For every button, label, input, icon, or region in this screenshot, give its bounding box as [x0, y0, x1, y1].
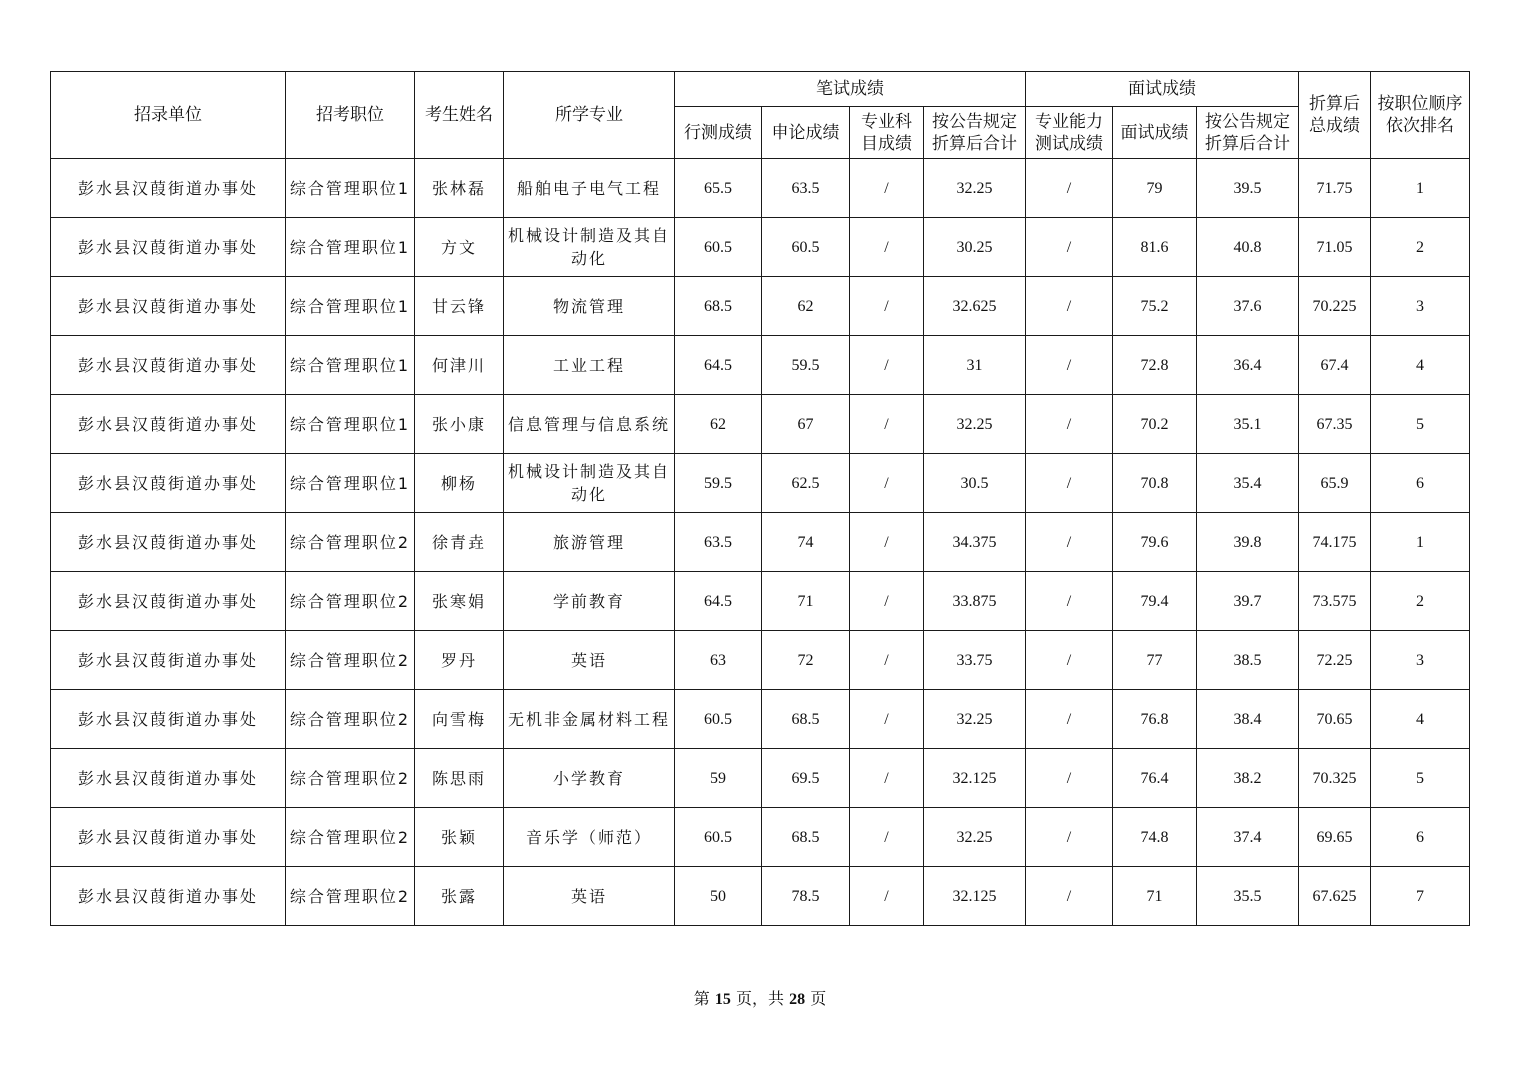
cell-shenlun: 62.5 — [762, 454, 850, 513]
cell-name: 方文 — [415, 218, 504, 277]
cell-total: 69.65 — [1299, 808, 1371, 867]
cell-subject: / — [850, 808, 924, 867]
table-row — [51, 690, 1470, 749]
cell-unit: 彭水县汉葭街道办事处 — [51, 218, 286, 277]
cell-ability: / — [1026, 159, 1113, 218]
cell-xingce: 65.5 — [675, 159, 762, 218]
cell-total: 70.65 — [1299, 690, 1371, 749]
cell-written-sum: 32.25 — [924, 395, 1026, 454]
header-total: 折算后总成绩 — [1299, 72, 1371, 159]
cell-shenlun: 60.5 — [762, 218, 850, 277]
cell-rank: 5 — [1371, 749, 1470, 808]
cell-ability: / — [1026, 218, 1113, 277]
table-row — [51, 749, 1470, 808]
cell-interview: 70.8 — [1113, 454, 1197, 513]
cell-total: 74.175 — [1299, 513, 1371, 572]
cell-major: 旅游管理 — [504, 513, 675, 572]
cell-rank: 2 — [1371, 218, 1470, 277]
cell-position: 综合管理职位1 — [286, 277, 415, 336]
cell-position: 综合管理职位2 — [286, 749, 415, 808]
footer-middle: 页，共 — [735, 989, 784, 1008]
cell-position: 综合管理职位1 — [286, 336, 415, 395]
cell-ability: / — [1026, 336, 1113, 395]
cell-xingce: 63 — [675, 631, 762, 690]
cell-major: 学前教育 — [504, 572, 675, 631]
cell-interview: 70.2 — [1113, 395, 1197, 454]
header-xingce: 行测成绩 — [675, 107, 762, 159]
cell-interview: 81.6 — [1113, 218, 1197, 277]
cell-xingce: 60.5 — [675, 218, 762, 277]
page-footer — [0, 986, 1520, 1009]
cell-interview: 72.8 — [1113, 336, 1197, 395]
cell-written-sum: 32.625 — [924, 277, 1026, 336]
cell-written-sum: 34.375 — [924, 513, 1026, 572]
cell-interview-sum: 39.5 — [1197, 159, 1299, 218]
cell-name: 张小康 — [415, 395, 504, 454]
cell-name: 何津川 — [415, 336, 504, 395]
cell-shenlun: 59.5 — [762, 336, 850, 395]
cell-unit: 彭水县汉葭街道办事处 — [51, 808, 286, 867]
cell-unit: 彭水县汉葭街道办事处 — [51, 336, 286, 395]
cell-interview: 77 — [1113, 631, 1197, 690]
cell-shenlun: 62 — [762, 277, 850, 336]
cell-written-sum: 32.25 — [924, 808, 1026, 867]
table-row — [51, 572, 1470, 631]
table-row — [51, 513, 1470, 572]
cell-major: 工业工程 — [504, 336, 675, 395]
cell-unit: 彭水县汉葭街道办事处 — [51, 454, 286, 513]
cell-name: 张露 — [415, 867, 504, 926]
cell-ability: / — [1026, 631, 1113, 690]
header-major: 所学专业 — [504, 72, 675, 159]
cell-name: 张林磊 — [415, 159, 504, 218]
footer-total-pages: 28 — [789, 991, 806, 1008]
table-row — [51, 159, 1470, 218]
cell-shenlun: 67 — [762, 395, 850, 454]
cell-subject: / — [850, 631, 924, 690]
cell-name: 陈思雨 — [415, 749, 504, 808]
header-interview-group: 面试成绩 — [1026, 72, 1299, 107]
cell-unit: 彭水县汉葭街道办事处 — [51, 395, 286, 454]
cell-ability: / — [1026, 513, 1113, 572]
table-row — [51, 454, 1470, 513]
cell-subject: / — [850, 277, 924, 336]
cell-written-sum: 32.25 — [924, 159, 1026, 218]
cell-interview-sum: 37.6 — [1197, 277, 1299, 336]
cell-shenlun: 63.5 — [762, 159, 850, 218]
cell-total: 65.9 — [1299, 454, 1371, 513]
header-interview-sum: 按公告规定折算后合计 — [1197, 107, 1299, 159]
cell-rank: 3 — [1371, 277, 1470, 336]
table-row — [51, 395, 1470, 454]
cell-position: 综合管理职位2 — [286, 808, 415, 867]
cell-xingce: 64.5 — [675, 336, 762, 395]
cell-subject: / — [850, 513, 924, 572]
cell-name: 张寒娟 — [415, 572, 504, 631]
cell-rank: 4 — [1371, 690, 1470, 749]
cell-xingce: 62 — [675, 395, 762, 454]
cell-unit: 彭水县汉葭街道办事处 — [51, 631, 286, 690]
cell-total: 67.4 — [1299, 336, 1371, 395]
cell-xingce: 68.5 — [675, 277, 762, 336]
cell-total: 70.225 — [1299, 277, 1371, 336]
table-row — [51, 277, 1470, 336]
cell-interview: 76.8 — [1113, 690, 1197, 749]
cell-xingce: 60.5 — [675, 690, 762, 749]
cell-shenlun: 72 — [762, 631, 850, 690]
cell-total: 67.625 — [1299, 867, 1371, 926]
cell-interview-sum: 35.1 — [1197, 395, 1299, 454]
cell-unit: 彭水县汉葭街道办事处 — [51, 867, 286, 926]
cell-position: 综合管理职位2 — [286, 867, 415, 926]
cell-total: 67.35 — [1299, 395, 1371, 454]
cell-rank: 4 — [1371, 336, 1470, 395]
cell-interview: 75.2 — [1113, 277, 1197, 336]
table-row — [51, 867, 1470, 926]
cell-rank: 1 — [1371, 513, 1470, 572]
cell-interview-sum: 35.4 — [1197, 454, 1299, 513]
cell-position: 综合管理职位1 — [286, 159, 415, 218]
header-position: 招考职位 — [286, 72, 415, 159]
cell-major: 英语 — [504, 867, 675, 926]
table-header — [51, 72, 1470, 159]
cell-position: 综合管理职位1 — [286, 395, 415, 454]
header-ability: 专业能力测试成绩 — [1026, 107, 1113, 159]
footer-suffix: 页 — [810, 989, 827, 1008]
cell-xingce: 50 — [675, 867, 762, 926]
cell-interview-sum: 38.5 — [1197, 631, 1299, 690]
header-written-sum: 按公告规定折算后合计 — [924, 107, 1026, 159]
cell-major: 音乐学（师范） — [504, 808, 675, 867]
cell-written-sum: 32.125 — [924, 867, 1026, 926]
cell-total: 71.75 — [1299, 159, 1371, 218]
cell-shenlun: 68.5 — [762, 690, 850, 749]
cell-total: 72.25 — [1299, 631, 1371, 690]
cell-written-sum: 32.25 — [924, 690, 1026, 749]
table-row — [51, 336, 1470, 395]
header-shenlun: 申论成绩 — [762, 107, 850, 159]
cell-subject: / — [850, 454, 924, 513]
cell-total: 71.05 — [1299, 218, 1371, 277]
cell-interview: 79.6 — [1113, 513, 1197, 572]
cell-name: 向雪梅 — [415, 690, 504, 749]
cell-unit: 彭水县汉葭街道办事处 — [51, 513, 286, 572]
cell-ability: / — [1026, 395, 1113, 454]
cell-unit: 彭水县汉葭街道办事处 — [51, 572, 286, 631]
cell-major: 物流管理 — [504, 277, 675, 336]
cell-interview: 74.8 — [1113, 808, 1197, 867]
cell-position: 综合管理职位2 — [286, 513, 415, 572]
cell-written-sum: 33.875 — [924, 572, 1026, 631]
cell-written-sum: 33.75 — [924, 631, 1026, 690]
cell-ability: / — [1026, 572, 1113, 631]
cell-subject: / — [850, 159, 924, 218]
cell-interview-sum: 35.5 — [1197, 867, 1299, 926]
cell-xingce: 59.5 — [675, 454, 762, 513]
cell-name: 甘云锋 — [415, 277, 504, 336]
cell-shenlun: 68.5 — [762, 808, 850, 867]
cell-rank: 5 — [1371, 395, 1470, 454]
cell-major: 船舶电子电气工程 — [504, 159, 675, 218]
cell-interview: 79.4 — [1113, 572, 1197, 631]
header-unit: 招录单位 — [51, 72, 286, 159]
cell-xingce: 63.5 — [675, 513, 762, 572]
cell-shenlun: 71 — [762, 572, 850, 631]
cell-ability: / — [1026, 454, 1113, 513]
cell-interview: 76.4 — [1113, 749, 1197, 808]
cell-interview-sum: 40.8 — [1197, 218, 1299, 277]
header-subject: 专业科目成绩 — [850, 107, 924, 159]
cell-name: 张颖 — [415, 808, 504, 867]
cell-name: 罗丹 — [415, 631, 504, 690]
cell-written-sum: 31 — [924, 336, 1026, 395]
cell-position: 综合管理职位2 — [286, 631, 415, 690]
cell-subject: / — [850, 572, 924, 631]
cell-interview-sum: 36.4 — [1197, 336, 1299, 395]
cell-position: 综合管理职位1 — [286, 218, 415, 277]
cell-major: 信息管理与信息系统 — [504, 395, 675, 454]
cell-major: 机械设计制造及其自动化 — [504, 218, 675, 277]
cell-interview-sum: 38.4 — [1197, 690, 1299, 749]
cell-subject: / — [850, 395, 924, 454]
cell-ability: / — [1026, 749, 1113, 808]
cell-subject: / — [850, 690, 924, 749]
cell-rank: 6 — [1371, 454, 1470, 513]
cell-interview-sum: 39.7 — [1197, 572, 1299, 631]
cell-xingce: 60.5 — [675, 808, 762, 867]
cell-position: 综合管理职位2 — [286, 572, 415, 631]
cell-interview-sum: 37.4 — [1197, 808, 1299, 867]
table-row — [51, 631, 1470, 690]
cell-ability: / — [1026, 690, 1113, 749]
cell-subject: / — [850, 336, 924, 395]
cell-interview-sum: 39.8 — [1197, 513, 1299, 572]
cell-subject: / — [850, 867, 924, 926]
cell-interview: 71 — [1113, 867, 1197, 926]
cell-written-sum: 30.25 — [924, 218, 1026, 277]
table-row — [51, 808, 1470, 867]
cell-interview-sum: 38.2 — [1197, 749, 1299, 808]
cell-unit: 彭水县汉葭街道办事处 — [51, 159, 286, 218]
cell-rank: 2 — [1371, 572, 1470, 631]
cell-shenlun: 78.5 — [762, 867, 850, 926]
cell-written-sum: 32.125 — [924, 749, 1026, 808]
cell-total: 70.325 — [1299, 749, 1371, 808]
cell-shenlun: 69.5 — [762, 749, 850, 808]
cell-rank: 1 — [1371, 159, 1470, 218]
cell-unit: 彭水县汉葭街道办事处 — [51, 690, 286, 749]
cell-rank: 6 — [1371, 808, 1470, 867]
header-rank: 按职位顺序依次排名 — [1371, 72, 1470, 159]
cell-subject: / — [850, 749, 924, 808]
table-body — [51, 159, 1470, 926]
header-written-group: 笔试成绩 — [675, 72, 1026, 107]
cell-name: 柳杨 — [415, 454, 504, 513]
score-table — [50, 71, 1470, 926]
cell-ability: / — [1026, 867, 1113, 926]
cell-shenlun: 74 — [762, 513, 850, 572]
cell-ability: / — [1026, 277, 1113, 336]
cell-rank: 3 — [1371, 631, 1470, 690]
footer-prefix: 第 — [693, 989, 710, 1008]
header-interview: 面试成绩 — [1113, 107, 1197, 159]
cell-rank: 7 — [1371, 867, 1470, 926]
cell-written-sum: 30.5 — [924, 454, 1026, 513]
cell-major: 无机非金属材料工程 — [504, 690, 675, 749]
cell-position: 综合管理职位1 — [286, 454, 415, 513]
cell-xingce: 64.5 — [675, 572, 762, 631]
cell-subject: / — [850, 218, 924, 277]
cell-xingce: 59 — [675, 749, 762, 808]
cell-interview: 79 — [1113, 159, 1197, 218]
cell-unit: 彭水县汉葭街道办事处 — [51, 277, 286, 336]
footer-page-number: 15 — [714, 991, 731, 1008]
cell-total: 73.575 — [1299, 572, 1371, 631]
cell-position: 综合管理职位2 — [286, 690, 415, 749]
cell-major: 英语 — [504, 631, 675, 690]
cell-major: 小学教育 — [504, 749, 675, 808]
cell-ability: / — [1026, 808, 1113, 867]
cell-name: 徐青垚 — [415, 513, 504, 572]
cell-major: 机械设计制造及其自动化 — [504, 454, 675, 513]
table-row — [51, 218, 1470, 277]
cell-unit: 彭水县汉葭街道办事处 — [51, 749, 286, 808]
header-name: 考生姓名 — [415, 72, 504, 159]
